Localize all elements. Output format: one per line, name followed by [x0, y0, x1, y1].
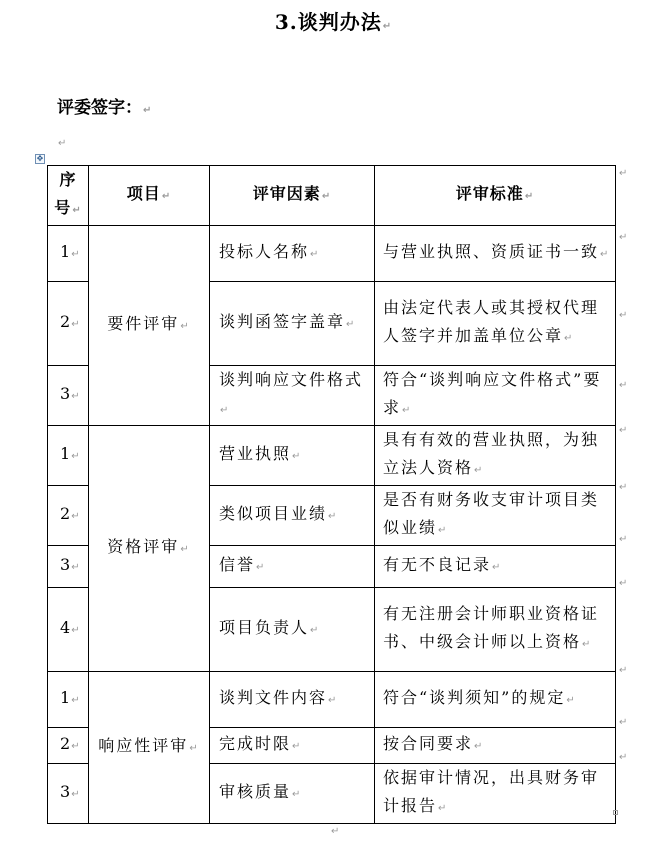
standard-cell: 符合“谈判响应文件格式”要求↵ [375, 366, 616, 426]
factor-cell: 信誉↵ [210, 546, 375, 588]
row-number: 4↵ [48, 588, 89, 672]
standard-cell: 符合“谈判须知”的规定↵ [375, 672, 616, 728]
paragraph-mark-icon: ↵ [143, 105, 152, 116]
factor-cell: 谈判响应文件格式↵ [210, 366, 375, 426]
standard-cell: 有无不良记录↵ [375, 546, 616, 588]
evaluation-criteria-table [47, 165, 616, 824]
table-row [48, 672, 616, 728]
row-end-mark-icon: ↵ [619, 425, 628, 436]
cell-mark-icon: ↵ [524, 191, 535, 202]
row-end-mark-icon: ↵ [619, 168, 628, 179]
row-number: 1↵ [48, 672, 89, 728]
header-cell-project: 项目↵ [89, 166, 210, 226]
factor-cell: 谈判文件内容↵ [210, 672, 375, 728]
standard-cell: 依据审计情况，出具财务审计报告↵ [375, 764, 616, 824]
standard-cell: 由法定代表人或其授权代理人签字并加盖单位公章↵ [375, 282, 616, 366]
row-number: 1↵ [48, 226, 89, 282]
header-cell-standard: 评审标准↵ [375, 166, 616, 226]
sign-label-text: 评委签字： [57, 98, 142, 118]
row-end-mark-icon: ↵ [619, 232, 628, 243]
project-cell: 资格评审↵ [89, 426, 210, 672]
factor-cell: 投标人名称↵ [210, 226, 375, 282]
cell-mark-icon: ↵ [161, 191, 172, 202]
row-end-mark-icon: ↵ [619, 717, 628, 728]
row-number: 3↵ [48, 366, 89, 426]
standard-cell: 与营业执照、资质证书一致↵ [375, 226, 616, 282]
standard-cell: 具有有效的营业执照，为独立法人资格↵ [375, 426, 616, 486]
table-move-handle-icon[interactable]: ✥ [36, 154, 44, 163]
row-end-mark-icon: ↵ [619, 752, 628, 763]
row-end-mark-icon: ↵ [619, 310, 628, 321]
factor-cell: 项目负责人↵ [210, 588, 375, 672]
document-title [0, 6, 667, 35]
paragraph-mark-icon: ↵ [382, 21, 393, 32]
row-end-mark-icon: ↵ [619, 482, 628, 493]
row-number: 3↵ [48, 764, 89, 824]
title-text: 3.谈判办法 [274, 10, 382, 34]
standard-cell: 有无注册会计师职业资格证书、中级会计师以上资格↵ [375, 588, 616, 672]
project-cell: 响应性评审↵ [89, 672, 210, 824]
row-end-mark-icon: ↵ [619, 534, 628, 545]
factor-cell: 完成时限↵ [210, 728, 375, 764]
standard-cell: 是否有财务收支审计项目类似业绩↵ [375, 486, 616, 546]
row-number: 2↵ [48, 282, 89, 366]
factor-cell: 类似项目业绩↵ [210, 486, 375, 546]
row-number: 1↵ [48, 426, 89, 486]
project-cell: 要件评审↵ [89, 226, 210, 426]
factor-cell: 审核质量↵ [210, 764, 375, 824]
table-header-row [48, 166, 616, 226]
paragraph-mark-icon: ↵ [58, 138, 67, 149]
cell-mark-icon: ↵ [72, 205, 82, 216]
row-number: 2↵ [48, 728, 89, 764]
row-end-mark-icon: ↵ [619, 665, 628, 676]
table-resize-handle-icon[interactable] [613, 810, 618, 815]
row-end-mark-icon: ↵ [619, 578, 628, 589]
row-number: 2↵ [48, 486, 89, 546]
standard-cell: 按合同要求↵ [375, 728, 616, 764]
paragraph-mark-icon: ↵ [331, 826, 340, 837]
header-cell-no: 序号↵ [48, 166, 89, 226]
factor-cell: 营业执照↵ [210, 426, 375, 486]
cell-mark-icon: ↵ [321, 191, 332, 202]
judge-signature-label [57, 93, 151, 118]
table-row [48, 226, 616, 282]
table-row [48, 426, 616, 486]
factor-cell: 谈判函签字盖章↵ [210, 282, 375, 366]
row-end-mark-icon: ↵ [619, 380, 628, 391]
row-number: 3↵ [48, 546, 89, 588]
header-cell-factor: 评审因素↵ [210, 166, 375, 226]
